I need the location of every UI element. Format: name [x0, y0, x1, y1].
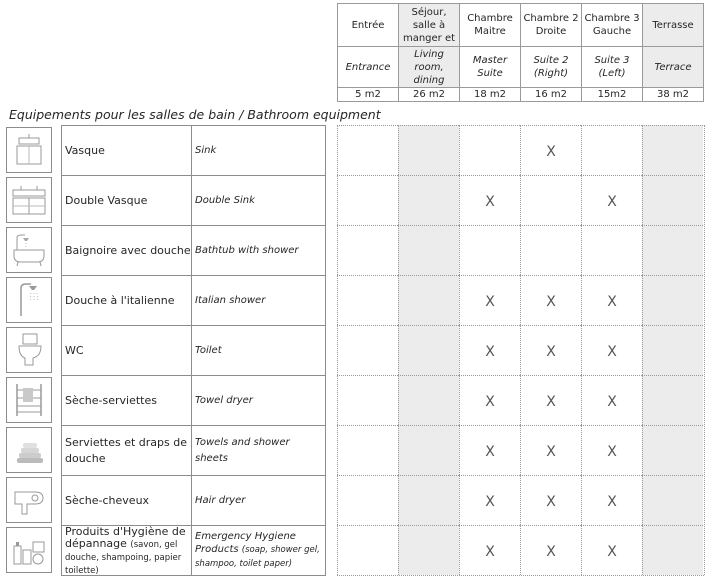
equipment-label-en: Toilet: [192, 325, 326, 375]
presence-cell: [459, 325, 520, 375]
room-fr-entree: Entrée: [338, 4, 399, 47]
room-en-master: Master Suite: [460, 47, 521, 88]
presence-mark: X: [607, 344, 617, 360]
presence-cell: [520, 175, 581, 225]
presence-cell: [581, 525, 642, 575]
equipment-row: [0, 375, 711, 425]
presence-cell: [581, 125, 642, 175]
presence-mark: X: [485, 444, 495, 460]
presence-cell: [642, 375, 703, 425]
presence-cell: [398, 175, 459, 225]
presence-cell: [642, 125, 703, 175]
presence-cell: [337, 225, 398, 275]
room-size-sejour: 26 m2: [399, 88, 460, 102]
presence-mark: X: [546, 544, 556, 560]
equipment-label-fr: Douche à l'italienne: [61, 275, 192, 325]
presence-cell: [459, 275, 520, 325]
presence-cell: [459, 425, 520, 475]
equipment-label-en: Sink: [192, 125, 326, 175]
room-fr-sejour: Séjour, salle à manger et: [399, 4, 460, 47]
presence-cell: [520, 475, 581, 525]
presence-mark: X: [607, 494, 617, 510]
equipment-label-fr: WC: [61, 325, 192, 375]
equipment-row: [0, 175, 711, 225]
equipment-label-en: Double Sink: [192, 175, 326, 225]
presence-cell: [337, 375, 398, 425]
presence-cell: [520, 275, 581, 325]
presence-mark: X: [546, 444, 556, 460]
presence-cell: [642, 525, 703, 575]
equipment-row: [0, 275, 711, 325]
presence-cell: [459, 175, 520, 225]
presence-cell: [581, 225, 642, 275]
presence-cell: [398, 275, 459, 325]
section-title: Equipements pour les salles de bain / Bathroom equipment: [9, 107, 381, 122]
presence-mark: X: [607, 394, 617, 410]
presence-cell: [398, 325, 459, 375]
presence-cell: [642, 175, 703, 225]
room-en-suite-2: Suite 2 (Right): [521, 47, 582, 88]
presence-cell: [642, 475, 703, 525]
presence-cell: [398, 375, 459, 425]
presence-cell: [337, 125, 398, 175]
hair-dryer-icon: [6, 477, 52, 523]
equipment-label-en: Towel dryer: [192, 375, 326, 425]
presence-mark: X: [546, 394, 556, 410]
presence-cell: [398, 125, 459, 175]
room-fr-chambre-maitre: Chambre Maitre: [460, 4, 521, 47]
presence-cell: [459, 125, 520, 175]
presence-mark: X: [607, 294, 617, 310]
presence-mark: X: [485, 194, 495, 210]
presence-cell: [459, 375, 520, 425]
room-size-entree: 5 m2: [338, 88, 399, 102]
toilet-icon: [6, 327, 52, 373]
presence-cell: [337, 475, 398, 525]
equipment-row: [0, 425, 711, 475]
room-en-living: Living room, dining: [399, 47, 460, 88]
room-en-terrace: Terrace: [643, 47, 704, 88]
presence-cell: [642, 425, 703, 475]
equipment-label-fr: Serviettes et draps de douche: [61, 425, 192, 475]
grid-bottom-border: [337, 575, 704, 576]
equipment-label-fr: Sèche-cheveux: [61, 475, 192, 525]
presence-cell: [459, 525, 520, 575]
presence-mark: X: [607, 444, 617, 460]
presence-cell: [642, 275, 703, 325]
room-size-chambre-2: 16 m2: [521, 88, 582, 102]
presence-cell: [581, 175, 642, 225]
presence-cell: [581, 325, 642, 375]
presence-cell: [337, 425, 398, 475]
room-fr-chambre-3: Chambre 3 Gauche: [582, 4, 643, 47]
equipment-label-fr: Baignoire avec douche: [61, 225, 192, 275]
equipment-label-fr: Sèche-serviettes: [61, 375, 192, 425]
equipment-label-fr: Double Vasque: [61, 175, 192, 225]
equipment-label-en: Italian shower: [192, 275, 326, 325]
presence-cell: [520, 525, 581, 575]
equipment-row: [0, 325, 711, 375]
equipment-row: [0, 525, 711, 575]
presence-cell: [398, 525, 459, 575]
presence-cell: [337, 275, 398, 325]
presence-cell: [520, 425, 581, 475]
presence-cell: [581, 275, 642, 325]
presence-cell: [337, 175, 398, 225]
toiletries-icon: [6, 527, 52, 573]
room-fr-terrasse: Terrasse: [643, 4, 704, 47]
presence-cell: [398, 475, 459, 525]
presence-cell: [459, 225, 520, 275]
presence-cell: [520, 225, 581, 275]
presence-cell: [398, 225, 459, 275]
equipment-row: [0, 225, 711, 275]
presence-mark: X: [485, 494, 495, 510]
presence-mark: X: [607, 194, 617, 210]
towel-dryer-icon: [6, 377, 52, 423]
equipment-label-en: Towels and shower sheets: [192, 425, 326, 475]
room-header-table: [337, 3, 704, 102]
presence-mark: X: [546, 344, 556, 360]
room-en-suite-3: Suite 3 (Left): [582, 47, 643, 88]
equipment-label-fr: Produits d'Hygiène de dépannage (savon, gel douche, shampoing, papier toilette): [61, 525, 192, 575]
table-bottom-border: [61, 575, 326, 576]
presence-cell: [581, 475, 642, 525]
presence-cell: [581, 425, 642, 475]
sink-icon: [6, 127, 52, 173]
presence-cell: [459, 475, 520, 525]
presence-cell: [520, 325, 581, 375]
presence-mark: X: [485, 544, 495, 560]
bathtub-icon: [6, 227, 52, 273]
presence-cell: [337, 525, 398, 575]
presence-cell: [337, 325, 398, 375]
presence-mark: X: [607, 544, 617, 560]
room-size-terrasse: 38 m2: [643, 88, 704, 102]
equipment-label-en: Hair dryer: [192, 475, 326, 525]
presence-cell: [398, 425, 459, 475]
presence-mark: X: [485, 344, 495, 360]
room-size-chambre-3: 15m2: [582, 88, 643, 102]
presence-mark: X: [546, 294, 556, 310]
equipment-row: [0, 475, 711, 525]
equipment-label-fr: Vasque: [61, 125, 192, 175]
equipment-row: [0, 125, 711, 175]
room-fr-chambre-2: Chambre 2 Droite: [521, 4, 582, 47]
equipment-label-en: Emergency Hygiene Products (soap, shower gel, shampoo, toilet paper): [192, 525, 326, 575]
presence-cell: [642, 325, 703, 375]
presence-cell: [642, 225, 703, 275]
towels-icon: [6, 427, 52, 473]
presence-mark: X: [485, 294, 495, 310]
double-sink-icon: [6, 177, 52, 223]
presence-mark: X: [546, 494, 556, 510]
room-en-entrance: Entrance: [338, 47, 399, 88]
presence-cell: [520, 375, 581, 425]
shower-icon: [6, 277, 52, 323]
equipment-label-en: Bathtub with shower: [192, 225, 326, 275]
grid-right-border: [704, 125, 705, 575]
room-size-chambre-maitre: 18 m2: [460, 88, 521, 102]
presence-cell: [520, 125, 581, 175]
presence-cell: [581, 375, 642, 425]
presence-mark: X: [485, 394, 495, 410]
presence-mark: X: [546, 144, 556, 160]
